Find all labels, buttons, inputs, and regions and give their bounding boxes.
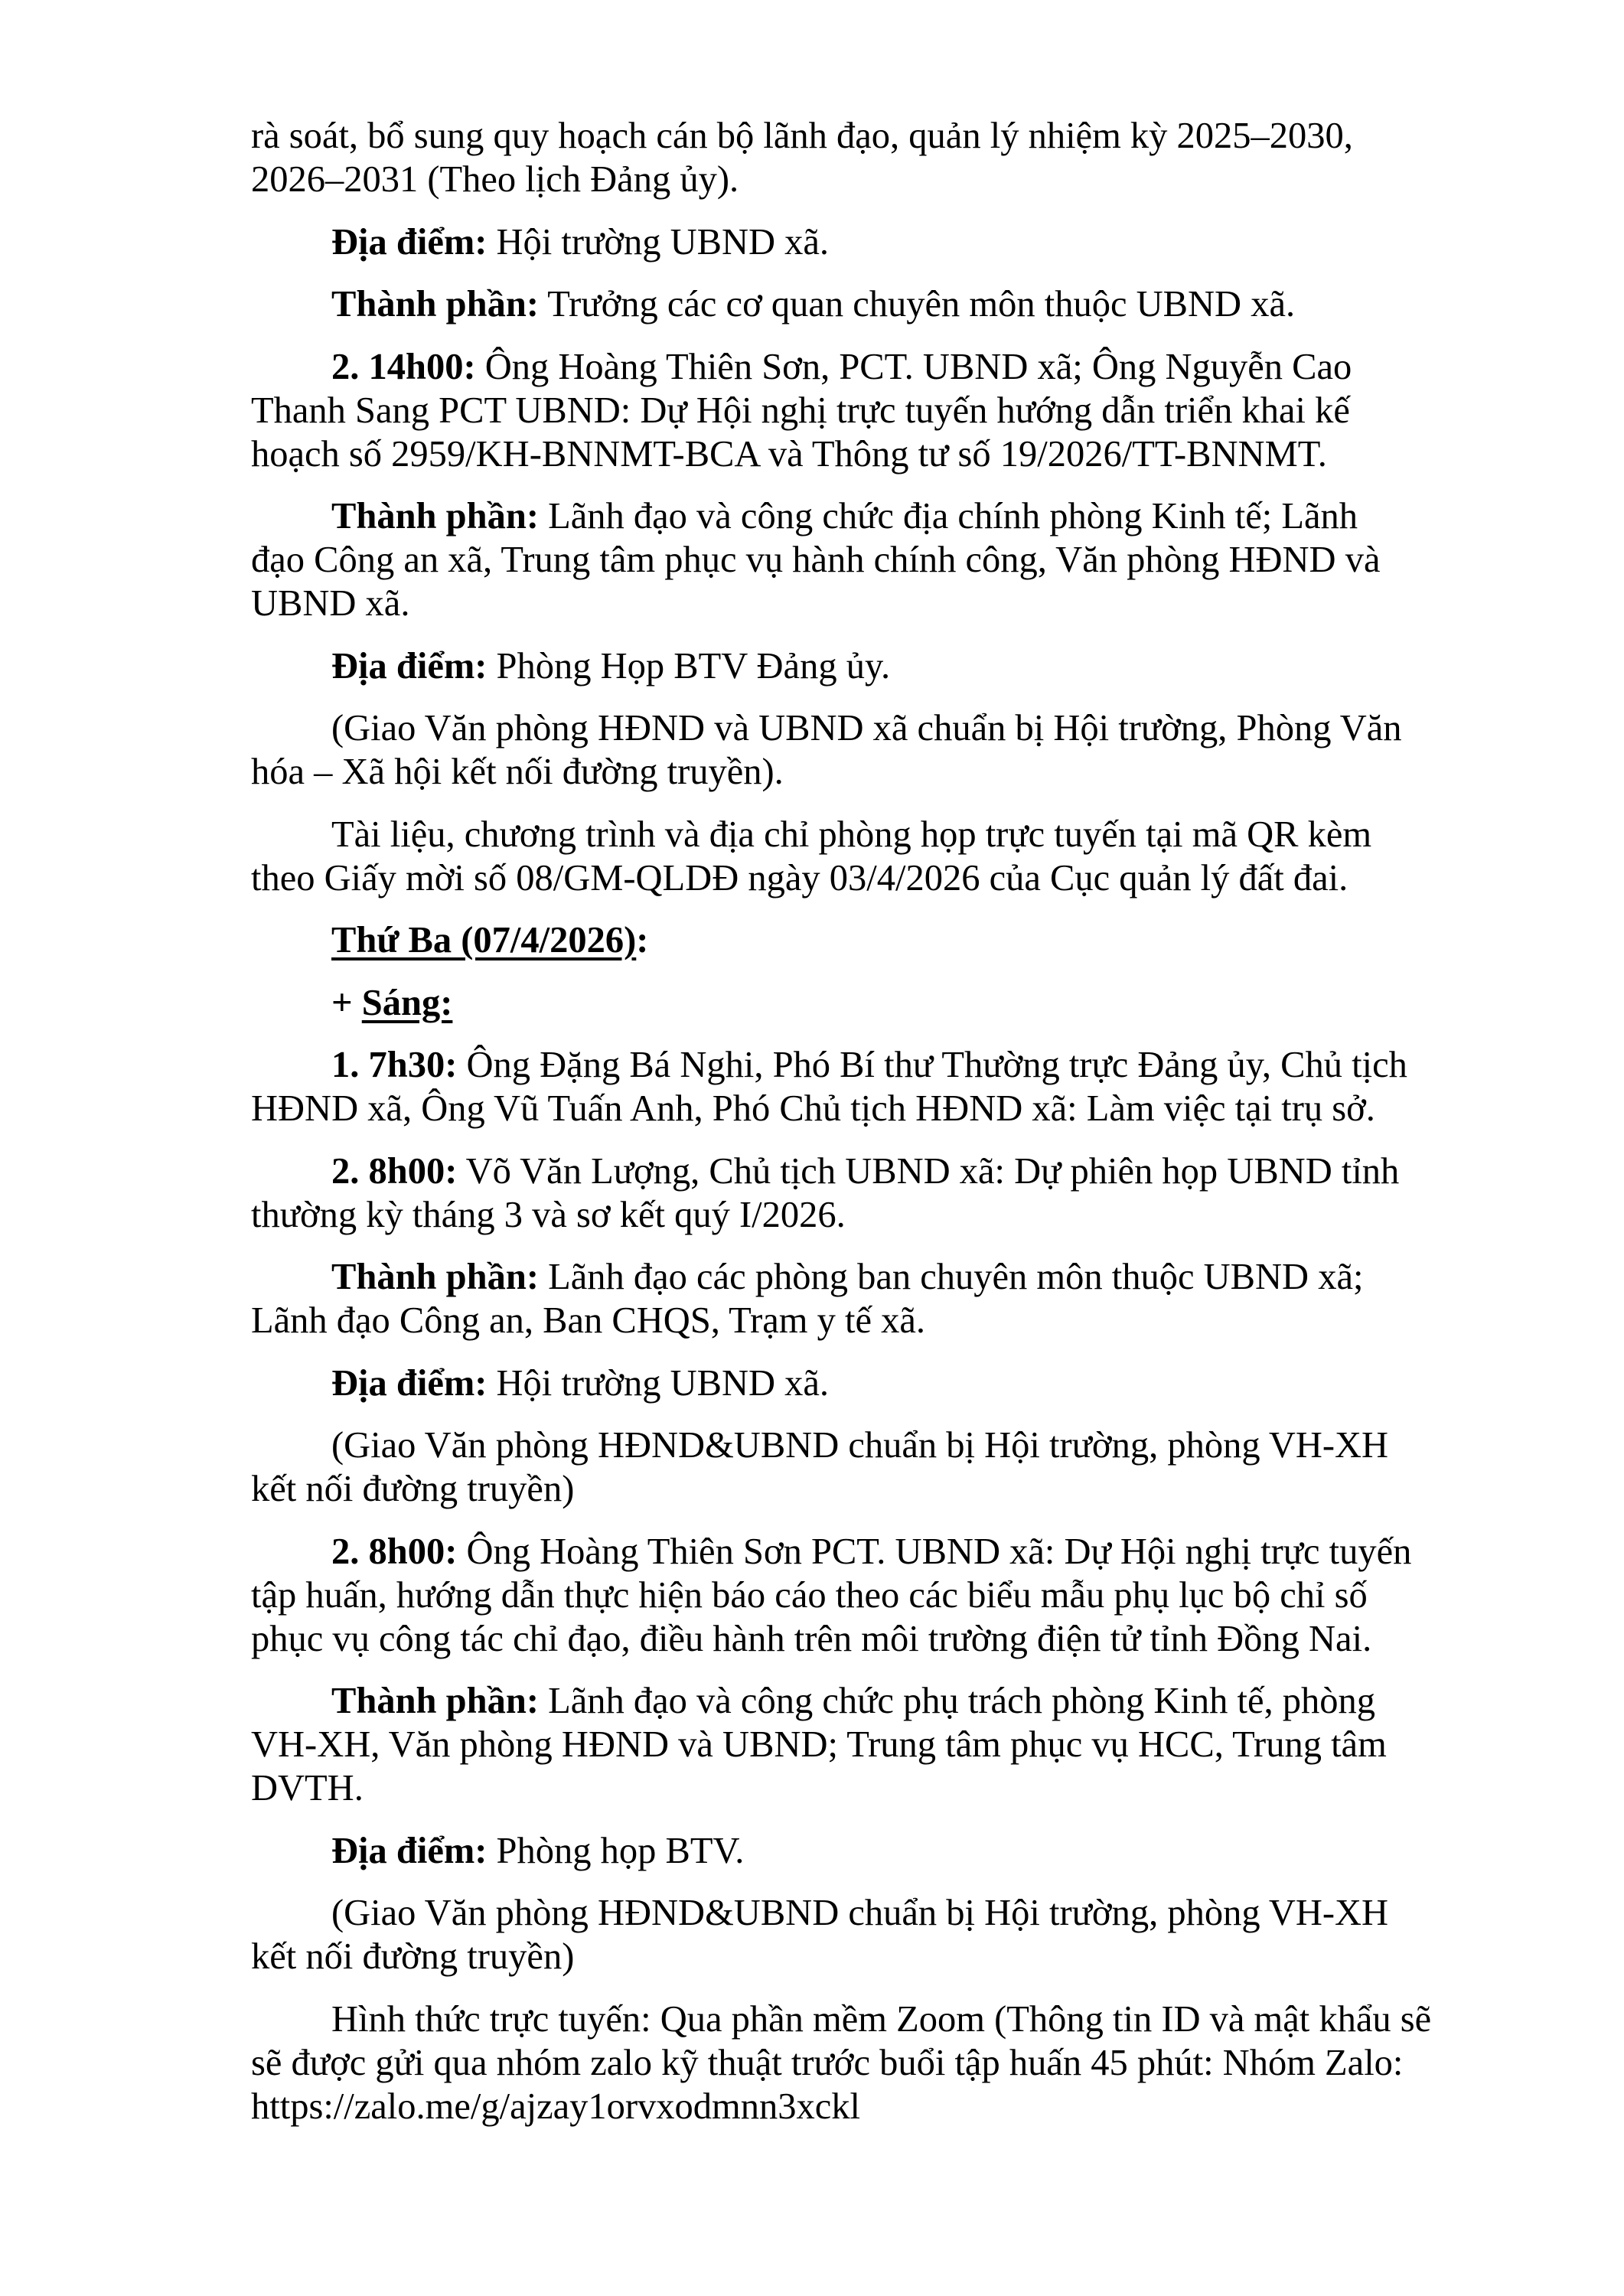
text-line [251,282,1471,326]
text-line [251,1362,1471,1405]
online-format-paragraph [251,1998,1471,2128]
location-label: Địa điểm: [331,221,488,263]
text-line: 2026–2031 (Theo lịch Đảng ủy). [251,159,739,200]
location-label: Địa điểm: [331,1362,488,1404]
location-paragraph [251,220,1471,264]
location-value: Phòng Họp BTV Đảng ủy. [487,645,891,687]
text-line: Lãnh đạo Công an, Ban CHQS, Trạm y tế xã. [251,1300,926,1341]
text-line: sẽ được gửi qua nhóm zalo kỹ thuật trước buổi tập huấn 45 phút: Nhóm Zalo: [251,2042,1404,2083]
text-line: đạo Công an xã, Trung tâm phục vụ hành chính công, Văn phòng HĐND và [251,540,1381,580]
agenda-item-text: Võ Văn Lượng, Chủ tịch UBND xã: Dự phiên họp UBND tỉnh [457,1150,1400,1192]
participants-paragraph [251,1255,1471,1342]
participants-label: Thành phần: [331,284,539,325]
text-line [251,345,1471,389]
participants-value: Trưởng các cơ quan chuyên môn thuộc UBND xã. [538,284,1296,325]
text-line: thường kỳ tháng 3 và sơ kết quý I/2026. [251,1194,846,1235]
location-value: Phòng họp BTV. [487,1830,745,1871]
location-value: Hội trường UBND xã. [487,221,830,263]
text-line: Hình thức trực tuyến: Qua phần mềm Zoom (Thông tin ID và mật khẩu sẽ [331,1998,1432,2040]
text-line: (Giao Văn phòng HĐND&UBND chuẩn bị Hội trường, phòng VH-XH [331,1893,1389,1933]
text-line: Tài liệu, chương trình và địa chỉ phòng họp trực tuyến tại mã QR kèm [331,814,1372,855]
text-line: (Giao Văn phòng HĐND và UBND xã chuẩn bị Hội trường, Phòng Văn [331,708,1402,748]
zalo-group-link[interactable]: https://zalo.me/g/ajzay1orvxodmnn3xckl [251,2086,861,2127]
participants-label: Thành phần: [331,496,539,536]
text-line: kết nối đường truyền) [251,1469,575,1509]
text-line [251,220,1471,264]
paragraph-continuation [251,114,1471,201]
note-paragraph [251,1424,1471,1511]
text-line: kết nối đường truyền) [251,1936,575,1977]
text-line: VH-XH, Văn phòng HĐND và UBND; Trung tâm phục vụ HCC, Trung tâm [251,1724,1387,1765]
location-paragraph [251,1362,1471,1405]
text-line [251,1255,1471,1299]
session-heading-prefix: + [331,982,362,1023]
agenda-item-label: 2. 8h00: [331,1150,458,1192]
text-line: rà soát, bổ sung quy hoạch cán bộ lãnh đạo, quản lý nhiệm kỳ 2025–2030, [251,116,1353,156]
text-line [251,1150,1471,1193]
text-line [251,1530,1471,1574]
participants-label: Thành phần: [331,1257,539,1297]
text-line [251,1829,1471,1873]
location-label: Địa điểm: [331,645,488,687]
agenda-item-14h00 [251,345,1471,476]
agenda-item-text: Ông Hoàng Thiên Sơn, PCT. UBND xã; Ông Nguyễn Cao [475,346,1352,387]
day-heading-text: Thứ Ba (07/4/2026) [331,920,637,960]
location-paragraph [251,1829,1471,1873]
text-line: hóa – Xã hội kết nối đường truyền). [251,752,784,792]
text-line [251,1043,1471,1087]
participants-paragraph [251,1679,1471,1810]
note-paragraph [251,706,1471,794]
location-label: Địa điểm: [331,1830,488,1871]
participants-value: Lãnh đạo và công chức phụ trách phòng Kinh tế, phòng [538,1681,1375,1721]
agenda-item-label: 2. 14h00: [331,346,476,387]
day-heading [251,918,1471,962]
text-line: HĐND xã, Ông Vũ Tuấn Anh, Phó Chủ tịch HĐND xã: Làm việc tại trụ sở. [251,1088,1375,1129]
text-line: (Giao Văn phòng HĐND&UBND chuẩn bị Hội trường, phòng VH-XH [331,1425,1389,1466]
document-page [251,114,1471,2147]
text-line: Thanh Sang PCT UBND: Dự Hội nghị trực tuyến hướng dẫn triển khai kế [251,390,1350,431]
participants-label: Thành phần: [331,1681,539,1721]
session-heading [251,981,1471,1025]
text-line [251,644,1471,688]
text-line: DVTH. [251,1768,364,1808]
participants-paragraph [251,494,1471,625]
text-line: UBND xã. [251,583,410,624]
text-line: theo Giấy mời số 08/GM-QLDĐ ngày 03/4/2026 của Cục quản lý đất đai. [251,857,1348,899]
agenda-item-label: 2. 8h00: [331,1531,458,1572]
location-value: Hội trường UBND xã. [487,1362,830,1404]
location-paragraph [251,644,1471,688]
agenda-item-label: 1. 7h30: [331,1045,458,1085]
participants-paragraph [251,282,1471,326]
text-line: tập huấn, hướng dẫn thực hiện báo cáo theo các biểu mẫu phụ lục bộ chỉ số [251,1574,1368,1616]
agenda-item-8h00 [251,1150,1471,1237]
agenda-item-7h30 [251,1043,1471,1130]
note-paragraph [251,1891,1471,1978]
participants-value: Lãnh đạo và công chức địa chính phòng Kinh tế; Lãnh [538,496,1358,536]
text-line [251,494,1471,538]
session-heading-text: Sáng: [361,982,453,1023]
note-paragraph [251,813,1471,900]
agenda-item-8h00-online [251,1530,1471,1661]
text-line: hoạch số 2959/KH-BNNMT-BCA và Thông tư số 19/2026/TT-BNNMT. [251,433,1327,475]
day-heading-colon: : [636,920,649,960]
text-line [251,981,1471,1025]
text-line [251,918,1471,962]
agenda-item-text: Ông Hoàng Thiên Sơn PCT. UBND xã: Dự Hội nghị trực tuyến [457,1531,1412,1572]
participants-value: Lãnh đạo các phòng ban chuyên môn thuộc UBND xã; [538,1257,1364,1297]
agenda-item-text: Ông Đặng Bá Nghi, Phó Bí thư Thường trực Đảng ủy, Chủ tịch [457,1045,1407,1085]
text-line [251,1679,1471,1723]
text-line: phục vụ công tác chỉ đạo, điều hành trên môi trường điện tử tỉnh Đồng Nai. [251,1618,1372,1659]
